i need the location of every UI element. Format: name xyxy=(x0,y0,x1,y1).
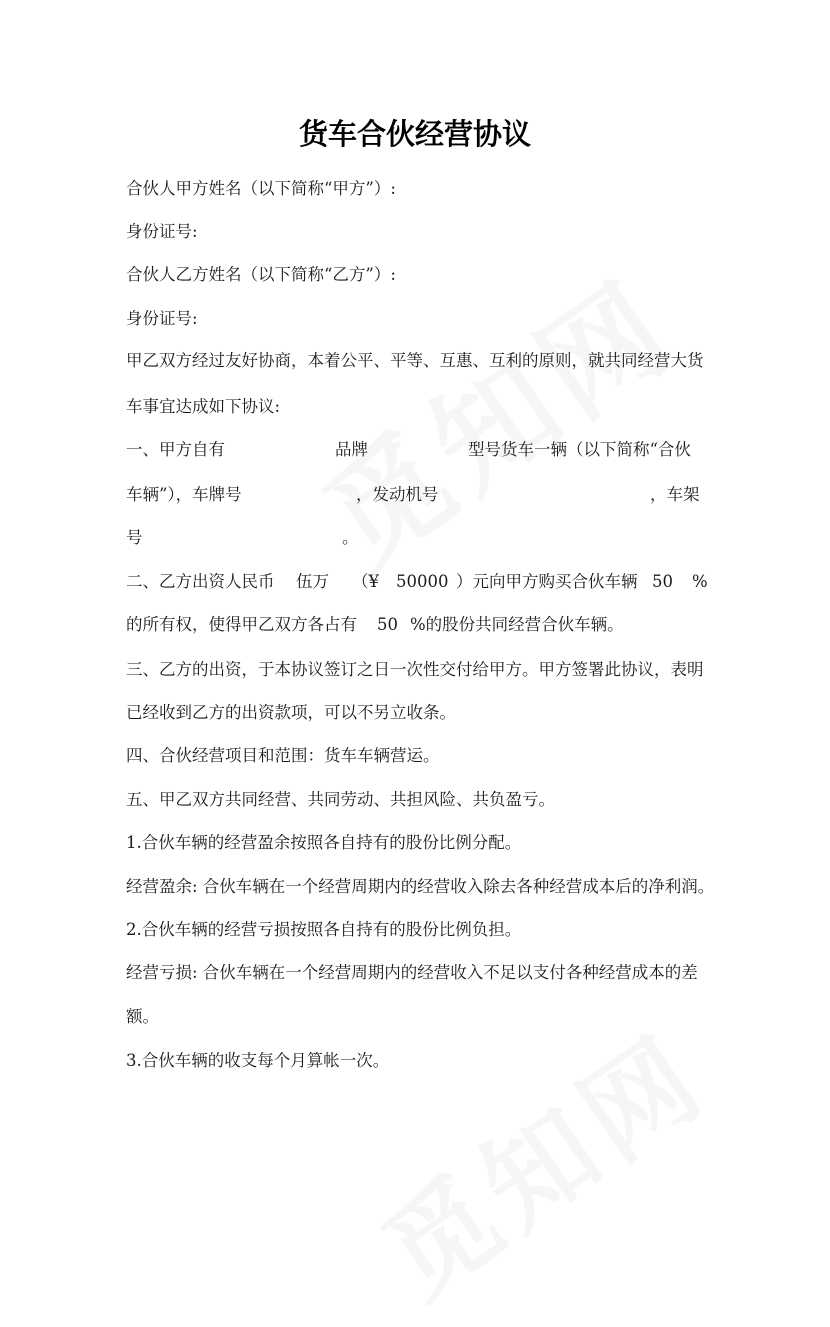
amount-words: 伍万 xyxy=(296,572,329,591)
item-3: 3.合伙车辆的收支每个月算帐一次。 xyxy=(126,1051,390,1070)
party-a-id-label: 身份证号: xyxy=(126,222,198,241)
preamble-line: 车事宜达成如下协议: xyxy=(126,397,281,416)
clause-4: 四、合伙经营项目和范围：货车车辆营运。 xyxy=(126,746,440,765)
clause-5: 五、甲乙双方共同经营、共同劳动、共担风险、共负盈亏。 xyxy=(126,790,555,809)
clause-2-text: % xyxy=(692,572,708,591)
profit-definition: 经营盈余: 合伙车辆在一个经营周期内的经营收入除去各种经营成本后的净利润。 xyxy=(126,877,715,896)
percent-b: 50 xyxy=(377,615,398,634)
watermark xyxy=(347,991,733,1327)
item-1: 1.合伙车辆的经营盈余按照各自持有的股份比例分配。 xyxy=(126,833,522,852)
clause-1-text: ，车架 xyxy=(650,485,700,504)
clause-2-text: 的所有权，使得甲乙双方各占有 xyxy=(126,615,357,634)
clause-2-text: %的股份共同经营合伙车辆。 xyxy=(410,615,624,634)
preamble-line: 甲乙双方经过友好协商，本着公平、平等、互惠、互利的原则，就共同经营大货 xyxy=(126,351,704,370)
clause-2-text: （¥ xyxy=(352,572,379,591)
clause-3-line: 已经收到乙方的出资款项，可以不另立收条。 xyxy=(126,703,456,722)
item-2: 2.合伙车辆的经营亏损按照各自持有的股份比例负担。 xyxy=(126,920,522,939)
clause-1-text: 一、甲方自有 xyxy=(126,440,225,459)
clause-2-text: 二、乙方出资人民币 xyxy=(126,572,275,591)
loss-definition-line: 额。 xyxy=(126,1007,159,1026)
clause-3-line: 三、乙方的出资，于本协议签订之日一次性交付给甲方。甲方签署此协议，表明 xyxy=(126,660,704,679)
party-b-id-label: 身份证号: xyxy=(126,309,198,328)
clause-1-text: 号 xyxy=(126,528,143,547)
clause-1-text: 品牌 xyxy=(335,440,368,459)
clause-1-text: 车辆”），车牌号 xyxy=(126,485,242,504)
amount-number: 50000 xyxy=(396,572,449,591)
clause-1-text: ，发动机号 xyxy=(356,485,439,504)
percent-a: 50 xyxy=(652,572,673,591)
clause-2-text: ）元向甲方购买合伙车辆 xyxy=(456,572,638,591)
clause-1-text: 。 xyxy=(342,528,359,547)
loss-definition-line: 经营亏损: 合伙车辆在一个经营周期内的经营收入不足以支付各种经营成本的差 xyxy=(126,963,698,982)
document-title: 货车合伙经营协议 xyxy=(298,117,531,151)
clause-1-text: 型号货车一辆（以下简称“合伙 xyxy=(468,440,691,459)
party-a-name-label: 合伙人甲方姓名（以下简称“甲方”）: xyxy=(126,179,396,198)
party-b-name-label: 合伙人乙方姓名（以下简称“乙方”）: xyxy=(126,265,396,284)
